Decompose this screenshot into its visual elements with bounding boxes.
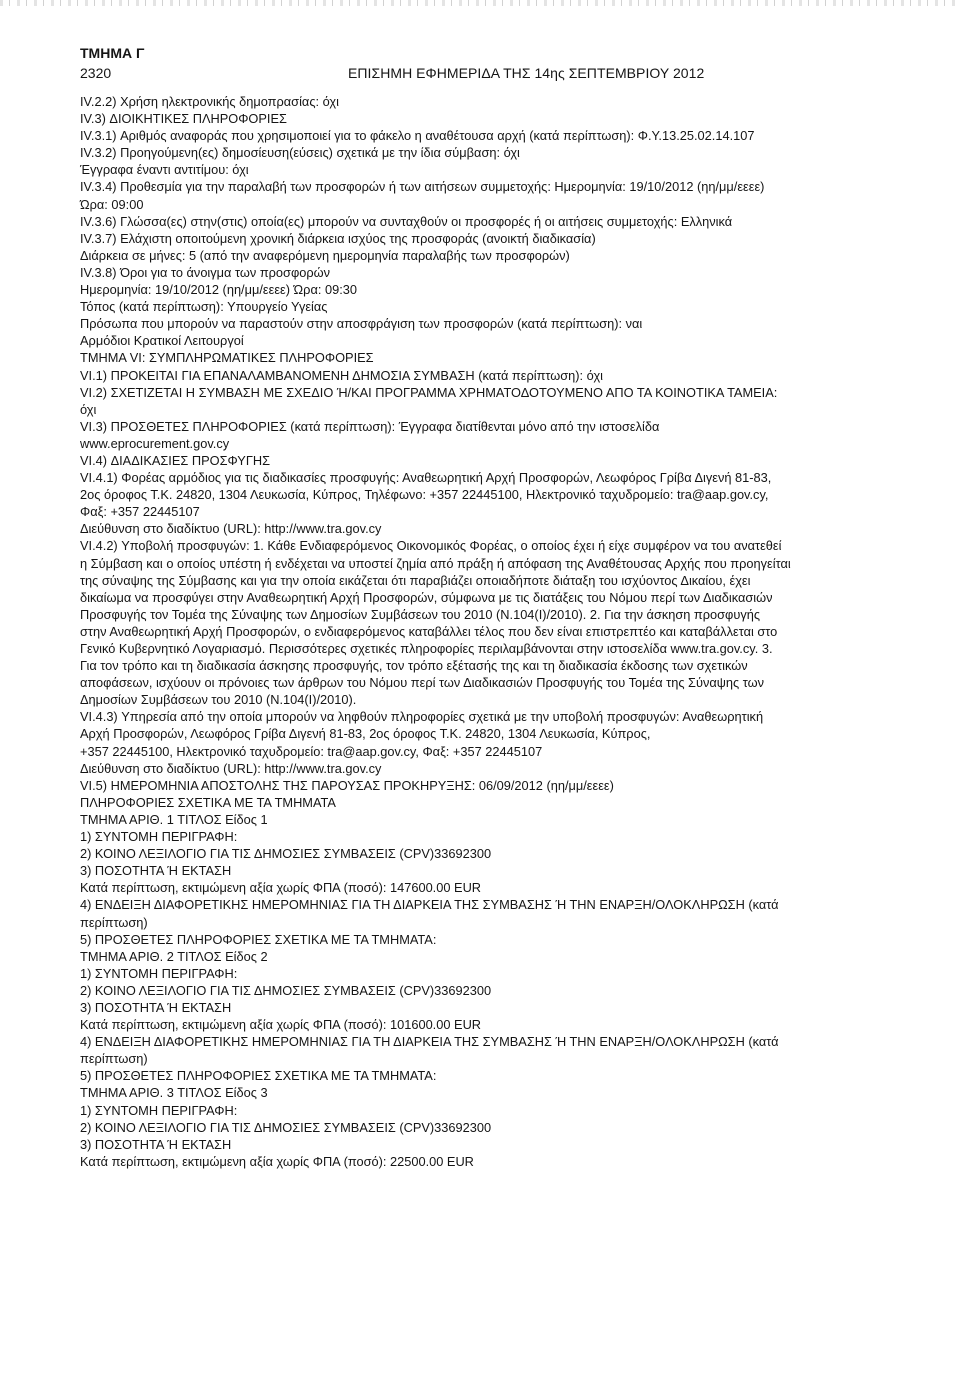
text-line: όχι — [80, 401, 97, 417]
text-line: VI.3) ΠΡΟΣΘΕΤΕΣ ΠΛΗΡΟΦΟΡΙΕΣ (κατά περίπτωση): Έγγραφα διατίθενται μόνο από την ιστοσελίδα — [80, 418, 660, 434]
text-line: 2) ΚΟΙΝΟ ΛΕΞΙΛΟΓΙΟ ΓΙΑ ΤΙΣ ΔΗΜΟΣΙΕΣ ΣΥΜΒΑΣΕΙΣ (CPV)33692300 — [80, 846, 492, 862]
text-line: Τόπος (κατά περίπτωση): Υπουργείο Υγείας — [80, 299, 328, 315]
text-line: Αρχή Προσφορών, Λεωφόρος Γρίβα Διγενή 81-83, 2ος όροφος Τ.Κ. 24820, 1304 Λευκωσία, Κύπρος, — [80, 726, 651, 742]
text-line: IV.2.2) Χρήση ηλεκτρονικής δημοπρασίας: όχι — [80, 94, 339, 109]
text-line: Αρμόδιοι Κρατικοί Λειτουργοί — [80, 333, 244, 349]
text-line: +357 22445100, Ηλεκτρονικό ταχυδρομείο: tra@aap.gov.cy, Φαξ: +357 22445107 — [80, 743, 543, 759]
text-line: 2) ΚΟΙΝΟ ΛΕΞΙΛΟΓΙΟ ΓΙΑ ΤΙΣ ΔΗΜΟΣΙΕΣ ΣΥΜΒΑΣΕΙΣ (CPV)33692300 — [80, 982, 492, 998]
text-line: VI.5) ΗΜΕΡΟΜΗΝΙΑ ΑΠΟΣΤΟΛΗΣ ΤΗΣ ΠΑΡΟΥΣΑΣ ΠΡΟΚΗΡΥΞΗΣ: 06/09/2012 (ηη/μμ/εεεε) — [80, 777, 614, 793]
text-line: Δημοσίων Συμβάσεων του 2010 (Ν.104(Ι)/2010). — [80, 692, 357, 708]
text-line: Φαξ: +357 22445107 — [80, 504, 200, 520]
text-line: IV.3.6) Γλώσσα(ες) στην(στις) οποία(ες) μπορούν να συνταχθούν οι προσφορές ή οι αιτήσεις συμμετοχής: Ελληνικά — [80, 213, 733, 229]
page-header — [80, 45, 900, 83]
text-line: ΤΜΗΜΑ ΑΡΙΘ. 3 ΤΙΤΛΟΣ Είδος 3 — [80, 1085, 268, 1101]
text-line: Έγγραφα έναντι αντιτίμου: όχι — [80, 162, 249, 178]
text-line: Κατά περίπτωση, εκτιμώμενη αξία χωρίς ΦΠΑ (ποσό): 22500.00 EUR — [80, 1153, 474, 1169]
text-line: IV.3.4) Προθεσμία για την παραλαβή των προσφορών ή των αιτήσεων συμμετοχής: Ημερομηνία: 19/10/2012 (ηη/μμ/εεεε) — [80, 179, 765, 195]
text-line: IV.3.2) Προηγούμενη(ες) δημοσίευση(εύσεις) σχετικά με την ίδια σύμβαση: όχι — [80, 145, 520, 161]
text-line: Διάρκεια σε μήνες: 5 (από την αναφερόμενη ημερομηνία παραλαβής των προσφορών) — [80, 247, 570, 263]
text-line: 4) ΕΝΔΕΙΞΗ ΔΙΑΦΟΡΕΤΙΚΗΣ ΗΜΕΡΟΜΗΝΙΑΣ ΓΙΑ ΤΗ ΔΙΑΡΚΕΙΑ ΤΗΣ ΣΥΜΒΑΣΗΣ Ή ΤΗΝ ΕΝΑΡΞΗ/ΟΛΟΚΛΗΡΩΣΗ (κατά — [80, 897, 779, 913]
text-line: Για τον τρόπο και τη διαδικασία άσκησης προσφυγής, τον τρόπο εξέτασής της και τη διαδικασία έκδοσης των σχετικών — [80, 658, 748, 674]
text-line: Γενικό Κυβερνητικό Λογαριασμό. Περισσότερες σχετικές πληροφορίες περιλαμβάνονται στην ιστοσελίδα www.tra.gov.cy. 3. — [80, 641, 773, 656]
text-line: VI.4.1) Φορέας αρμόδιος για τις διαδικασίες προσφυγής: Αναθεωρητική Αρχή Προσφορών, Λεωφόρος Γρίβα Διγενή 81-83, — [80, 470, 772, 486]
text-line: 2ος όροφος Τ.Κ. 24820, 1304 Λευκωσία, Κύπρος, Τηλέφωνο: +357 22445100, Ηλεκτρονικό ταχυδρομείο: tra@aap.gov.cy, — [80, 487, 769, 503]
text-line: 1) ΣΥΝΤΟΜΗ ΠΕΡΙΓΡΑΦΗ: — [80, 829, 238, 845]
text-line: αποφάσεων, ισχύουν οι πρόνοιες των άρθρων του Νόμου περί των Διαδικασιών Προσφυγής του Τομέα της Σύναψης των — [80, 675, 764, 691]
text-line: Διεύθυνση στο διαδίκτυο (URL): http://www.tra.gov.cy — [80, 521, 382, 537]
text-line: 5) ΠΡΟΣΘΕΤΕΣ ΠΛΗΡΟΦΟΡΙΕΣ ΣΧΕΤΙΚΑ ΜΕ ΤΑ ΤΜΗΜΑΤΑ: — [80, 931, 437, 947]
text-line: η Σύμβαση και ο οποίος υπέστη ή ενδέχεται να υποστεί ζημία από πράξη ή απόφαση της Αναθέτουσας Αρχής που προηγείται — [80, 555, 791, 571]
text-line: 1) ΣΥΝΤΟΜΗ ΠΕΡΙΓΡΑΦΗ: — [80, 1102, 238, 1118]
text-line: στην Αναθεωρητική Αρχή Προσφορών, ο ενδιαφερόμενος καταβάλλει τέλος που δεν είναι επιστρεπτέο και καταβάλλεται στο — [80, 623, 778, 639]
text-line: Πρόσωπα που μπορούν να παραστούν στην αποσφράγιση των προσφορών (κατά περίπτωση): ναι — [80, 316, 643, 332]
text-line: VI.4) ΔΙΑΔΙΚΑΣΙΕΣ ΠΡΟΣΦΥΓΗΣ — [80, 452, 271, 468]
text-line: 3) ΠΟΣΟΤΗΤΑ Ή ΕΚΤΑΣΗ — [80, 999, 232, 1015]
text-line: ΤΜΗΜΑ ΑΡΙΘ. 1 ΤΙΤΛΟΣ Είδος 1 — [80, 811, 268, 827]
text-line: δικαίωμα να προσφύγει στην Αναθεωρητική Αρχή Προσφορών, σύμφωνα με τις διατάξεις του Νόμου περί των Διαδικασιών — [80, 589, 773, 605]
page-number: 2320 — [80, 65, 112, 81]
text-line: Ώρα: 09:00 — [80, 196, 144, 212]
text-line: IV.3) ΔΙΟΙΚΗΤΙΚΕΣ ΠΛΗΡΟΦΟΡΙΕΣ — [80, 111, 287, 127]
text-line: VI.4.2) Υποβολή προσφυγών: 1. Κάθε Ενδιαφερόμενος Οικονομικός Φορέας, ο οποίος έχει ή είχε συμφέρον να του ανατεθεί — [80, 538, 782, 554]
text-line: περίπτωση) — [80, 1051, 148, 1067]
text-line: www.eprocurement.gov.cy — [80, 435, 230, 451]
text-line: 1) ΣΥΝΤΟΜΗ ΠΕΡΙΓΡΑΦΗ: — [80, 965, 238, 981]
text-line: Διεύθυνση στο διαδίκτυο (URL): http://www.tra.gov.cy — [80, 760, 382, 776]
text-line: IV.3.7) Ελάχιστη οποιτούμενη χρονική διάρκεια ισχύος της προσφοράς (ανοικτή διαδικασία) — [80, 230, 596, 246]
section-label: ΤΜΗΜΑ Γ — [80, 45, 145, 61]
text-line: της σύναψης της Σύμβασης και για την οποία εικάζεται ότι παραβιάζει οποιαδήποτε διάταξη του ισχύοντος Δικαίου, έχει — [80, 572, 751, 588]
text-line: VI.1) ΠΡΟΚΕΙΤΑΙ ΓΙΑ ΕΠΑΝΑΛΑΜΒΑΝΟΜΕΝΗ ΔΗΜΟΣΙΑ ΣΥΜΒΑΣΗ (κατά περίπτωση): όχι — [80, 367, 604, 383]
text-line: ΤΜΗΜΑ ΑΡΙΘ. 2 ΤΙΤΛΟΣ Είδος 2 — [80, 948, 268, 964]
text-line: ΤΜΗΜΑ VI: ΣΥΜΠΛΗΡΩΜΑΤΙΚΕΣ ΠΛΗΡΟΦΟΡΙΕΣ — [80, 350, 374, 366]
text-line: IV.3.8) Όροι για το άνοιγμα των προσφορών — [80, 264, 331, 280]
running-title: ΕΠΙΣΗΜΗ ΕΦΗΜΕΡΙΔΑ ΤΗΣ 14ης ΣΕΠΤΕΜΒΡΙΟΥ 2012 — [348, 65, 705, 81]
text-line: 2) ΚΟΙΝΟ ΛΕΞΙΛΟΓΙΟ ΓΙΑ ΤΙΣ ΔΗΜΟΣΙΕΣ ΣΥΜΒΑΣΕΙΣ (CPV)33692300 — [80, 1119, 492, 1135]
document-body — [80, 93, 905, 1170]
text-line: ΠΛΗΡΟΦΟΡΙΕΣ ΣΧΕΤΙΚΑ ΜΕ ΤΑ ΤΜΗΜΑΤΑ — [80, 794, 336, 810]
text-line: 3) ΠΟΣΟΤΗΤΑ Ή ΕΚΤΑΣΗ — [80, 863, 232, 879]
text-line: περίπτωση) — [80, 914, 148, 930]
text-line: 5) ΠΡΟΣΘΕΤΕΣ ΠΛΗΡΟΦΟΡΙΕΣ ΣΧΕΤΙΚΑ ΜΕ ΤΑ ΤΜΗΜΑΤΑ: — [80, 1068, 437, 1084]
text-line: VI.2) ΣΧΕΤΙΖΕΤΑΙ Η ΣΥΜΒΑΣΗ ΜΕ ΣΧΕΔΙΟ Ή/ΚΑΙ ΠΡΟΓΡΑΜΜΑ ΧΡΗΜΑΤΟΔΟΤΟΥΜΕΝΟ ΑΠΟ ΤΑ ΚΟΙΝΟΤΙΚΑ ΤΑΜΕΙΑ: — [80, 384, 778, 400]
text-line: Κατά περίπτωση, εκτιμώμενη αξία χωρίς ΦΠΑ (ποσό): 147600.00 EUR — [80, 880, 482, 896]
text-line: IV.3.1) Αριθμός αναφοράς που χρησιμοποιεί για το φάκελο η αναθέτουσα αρχή (κατά περίπτωση): Φ.Υ.13.25.02.14.107 — [80, 128, 755, 144]
text-line: Κατά περίπτωση, εκτιμώμενη αξία χωρίς ΦΠΑ (ποσό): 101600.00 EUR — [80, 1017, 482, 1033]
text-line: 4) ΕΝΔΕΙΞΗ ΔΙΑΦΟΡΕΤΙΚΗΣ ΗΜΕΡΟΜΗΝΙΑΣ ΓΙΑ ΤΗ ΔΙΑΡΚΕΙΑ ΤΗΣ ΣΥΜΒΑΣΗΣ Ή ΤΗΝ ΕΝΑΡΞΗ/ΟΛΟΚΛΗΡΩΣΗ (κατά — [80, 1034, 779, 1050]
text-line: VI.4.3) Υπηρεσία από την οποία μπορούν να ληφθούν πληροφορίες σχετικά με την υποβολή προσφυγών: Αναθεωρητική — [80, 709, 764, 725]
text-line: 3) ΠΟΣΟΤΗΤΑ Ή ΕΚΤΑΣΗ — [80, 1136, 232, 1152]
text-line: Προσφυγής τον Τομέα της Σύναψης των Δημοσίων Συμβάσεων του 2010 (Ν.104(Ι)/2010). 2. Για την άσκηση προσφυγής — [80, 606, 761, 622]
scan-edge-artifact — [0, 0, 960, 6]
header-row — [80, 63, 900, 83]
text-line: Ημερομηνία: 19/10/2012 (ηη/μμ/εεεε) Ώρα: 09:30 — [80, 282, 357, 298]
